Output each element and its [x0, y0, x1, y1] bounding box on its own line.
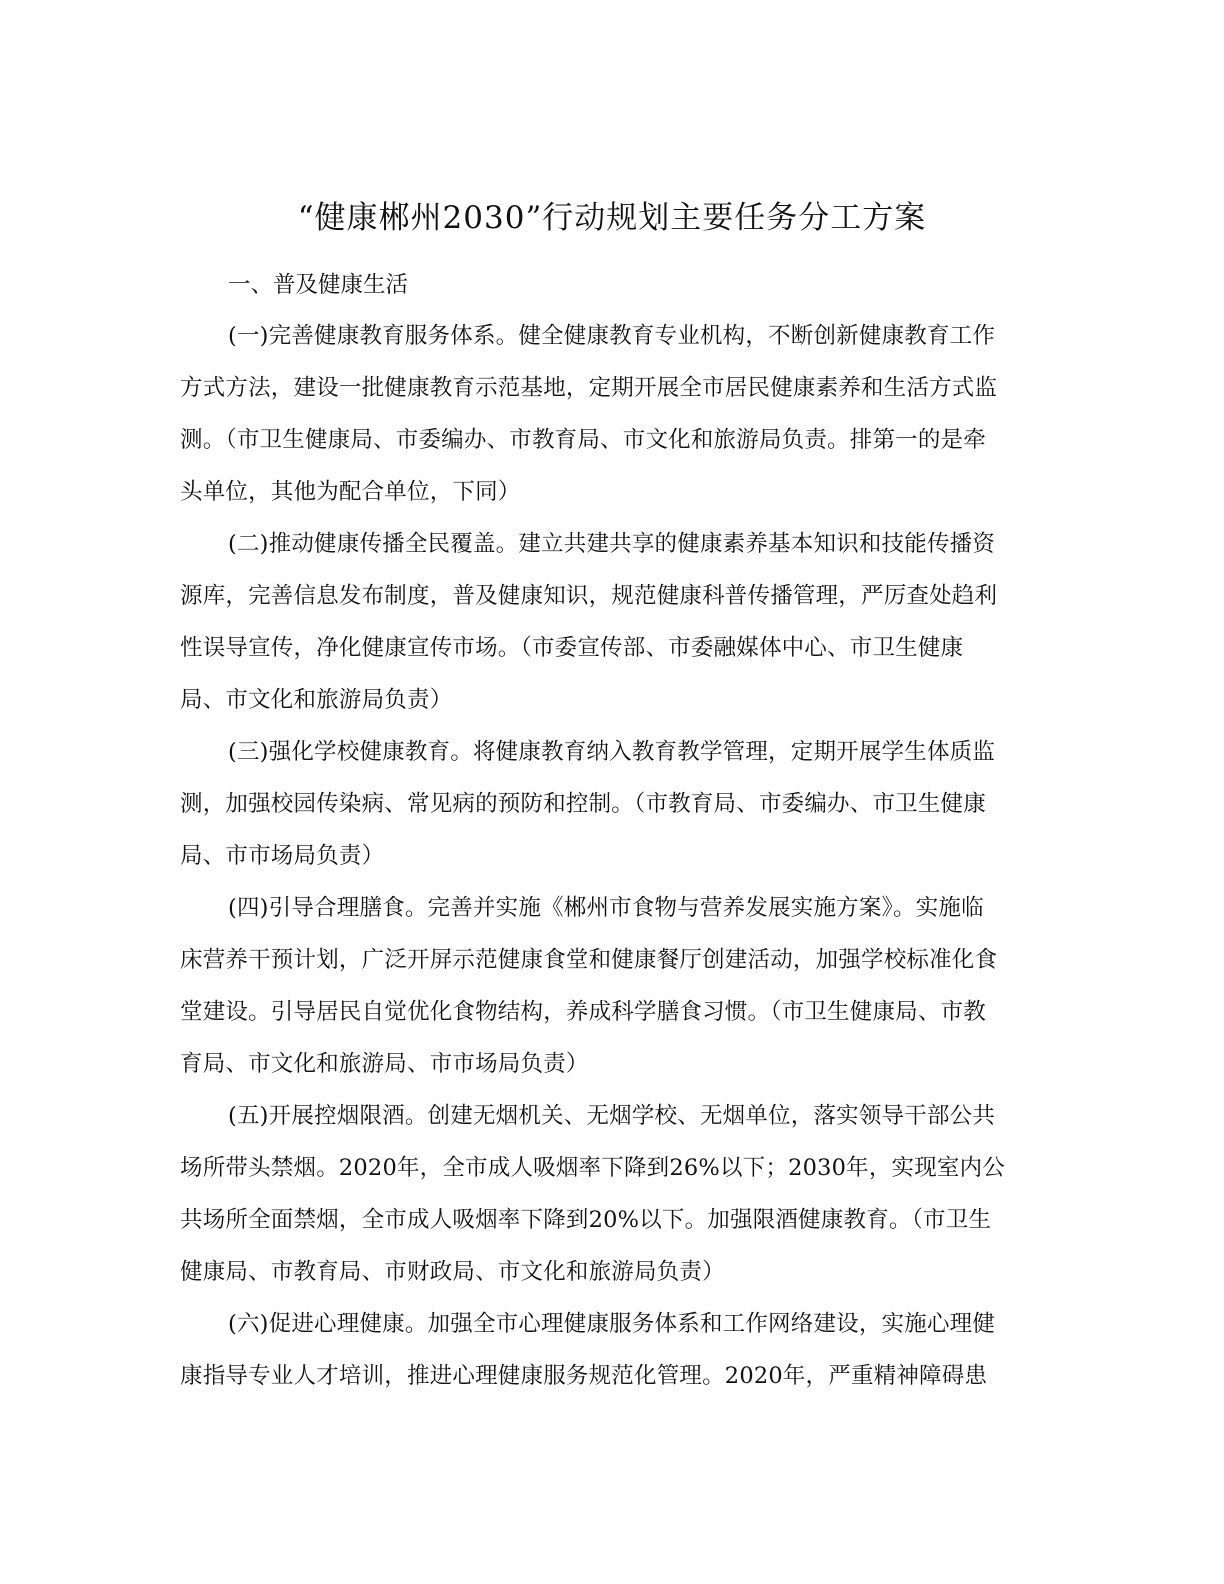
paragraph-line: (二)推动健康传播全民覆盖。建立共建共享的健康素养基本知识和技能传播资 — [228, 531, 996, 557]
paragraph-line: 测，加强校园传染病、常见病的预防和控制。（市教育局、市委编办、市卫生健康 — [180, 791, 986, 817]
paragraph-line: (六)促进心理健康。加强全市心理健康服务体系和工作网络建设，实施心理健 — [228, 1311, 996, 1337]
section-heading: 一、普及健康生活 — [228, 272, 409, 298]
paragraph-line: 床营养干预计划，广泛开屏示范健康食堂和健康餐厅创建活动，加强学校标准化食 — [180, 947, 998, 973]
paragraph-1 — [180, 310, 1044, 518]
paragraph-2 — [180, 518, 1044, 726]
paragraph-line: 场所带头禁烟。2020年，全市成人吸烟率下降到26%以下；2030年，实现室内公 — [180, 1155, 1006, 1181]
paragraph-line: 健康局、市教育局、市财政局、市文化和旅游局负责） — [180, 1259, 725, 1285]
paragraph-line: 共场所全面禁烟，全市成人吸烟率下降到20%以下。加强限酒健康教育。（市卫生 — [180, 1207, 992, 1233]
paragraph-line: (四)引导合理膳食。完善并实施《郴州市食物与营养发展实施方案》。实施临 — [228, 895, 984, 921]
paragraph-4 — [180, 882, 1044, 1090]
paragraph-line: (三)强化学校健康教育。将健康教育纳入教育教学管理，定期开展学生体质监 — [228, 739, 996, 765]
paragraph-line: (一)完善健康教育服务体系。健全健康教育专业机构，不断创新健康教育工作 — [228, 323, 996, 349]
paragraph-line: 源库，完善信息发布制度，普及健康知识，规范健康科普传播管理，严厉查处趋利 — [180, 583, 998, 609]
document-title: “健康郴州2030”行动规划主要任务分工方案 — [297, 200, 927, 236]
paragraph-line: 康指导专业人才培训，推进心理健康服务规范化管理。2020年，严重精神障碍患 — [180, 1363, 988, 1389]
paragraph-line: (五)开展控烟限酒。创建无烟机关、无烟学校、无烟单位，落实领导干部公共 — [228, 1103, 996, 1129]
paragraph-line: 局、市市场局负责） — [180, 843, 385, 869]
paragraph-line: 测。（市卫生健康局、市委编办、市教育局、市文化和旅游局负责。排第一的是牵 — [180, 427, 986, 453]
paragraph-line: 堂建设。引导居民自觉优化食物结构，养成科学膳食习惯。（市卫生健康局、市教 — [180, 999, 986, 1025]
paragraph-line: 局、市文化和旅游局负责） — [180, 687, 453, 713]
paragraph-line: 育局、市文化和旅游局、市市场局负责） — [180, 1051, 589, 1077]
paragraph-line: 方式方法，建设一批健康教育示范基地，定期开展全市居民健康素养和生活方式监 — [180, 375, 998, 401]
paragraph-line: 头单位，其他为配合单位，下同） — [180, 479, 521, 505]
paragraph-6 — [180, 1298, 1044, 1402]
paragraph-5 — [180, 1090, 1044, 1298]
paragraph-line: 性误导宣传，净化健康宣传市场。（市委宣传部、市委融媒体中心、市卫生健康 — [180, 635, 964, 661]
document-body — [180, 260, 1044, 1402]
paragraph-3 — [180, 726, 1044, 882]
